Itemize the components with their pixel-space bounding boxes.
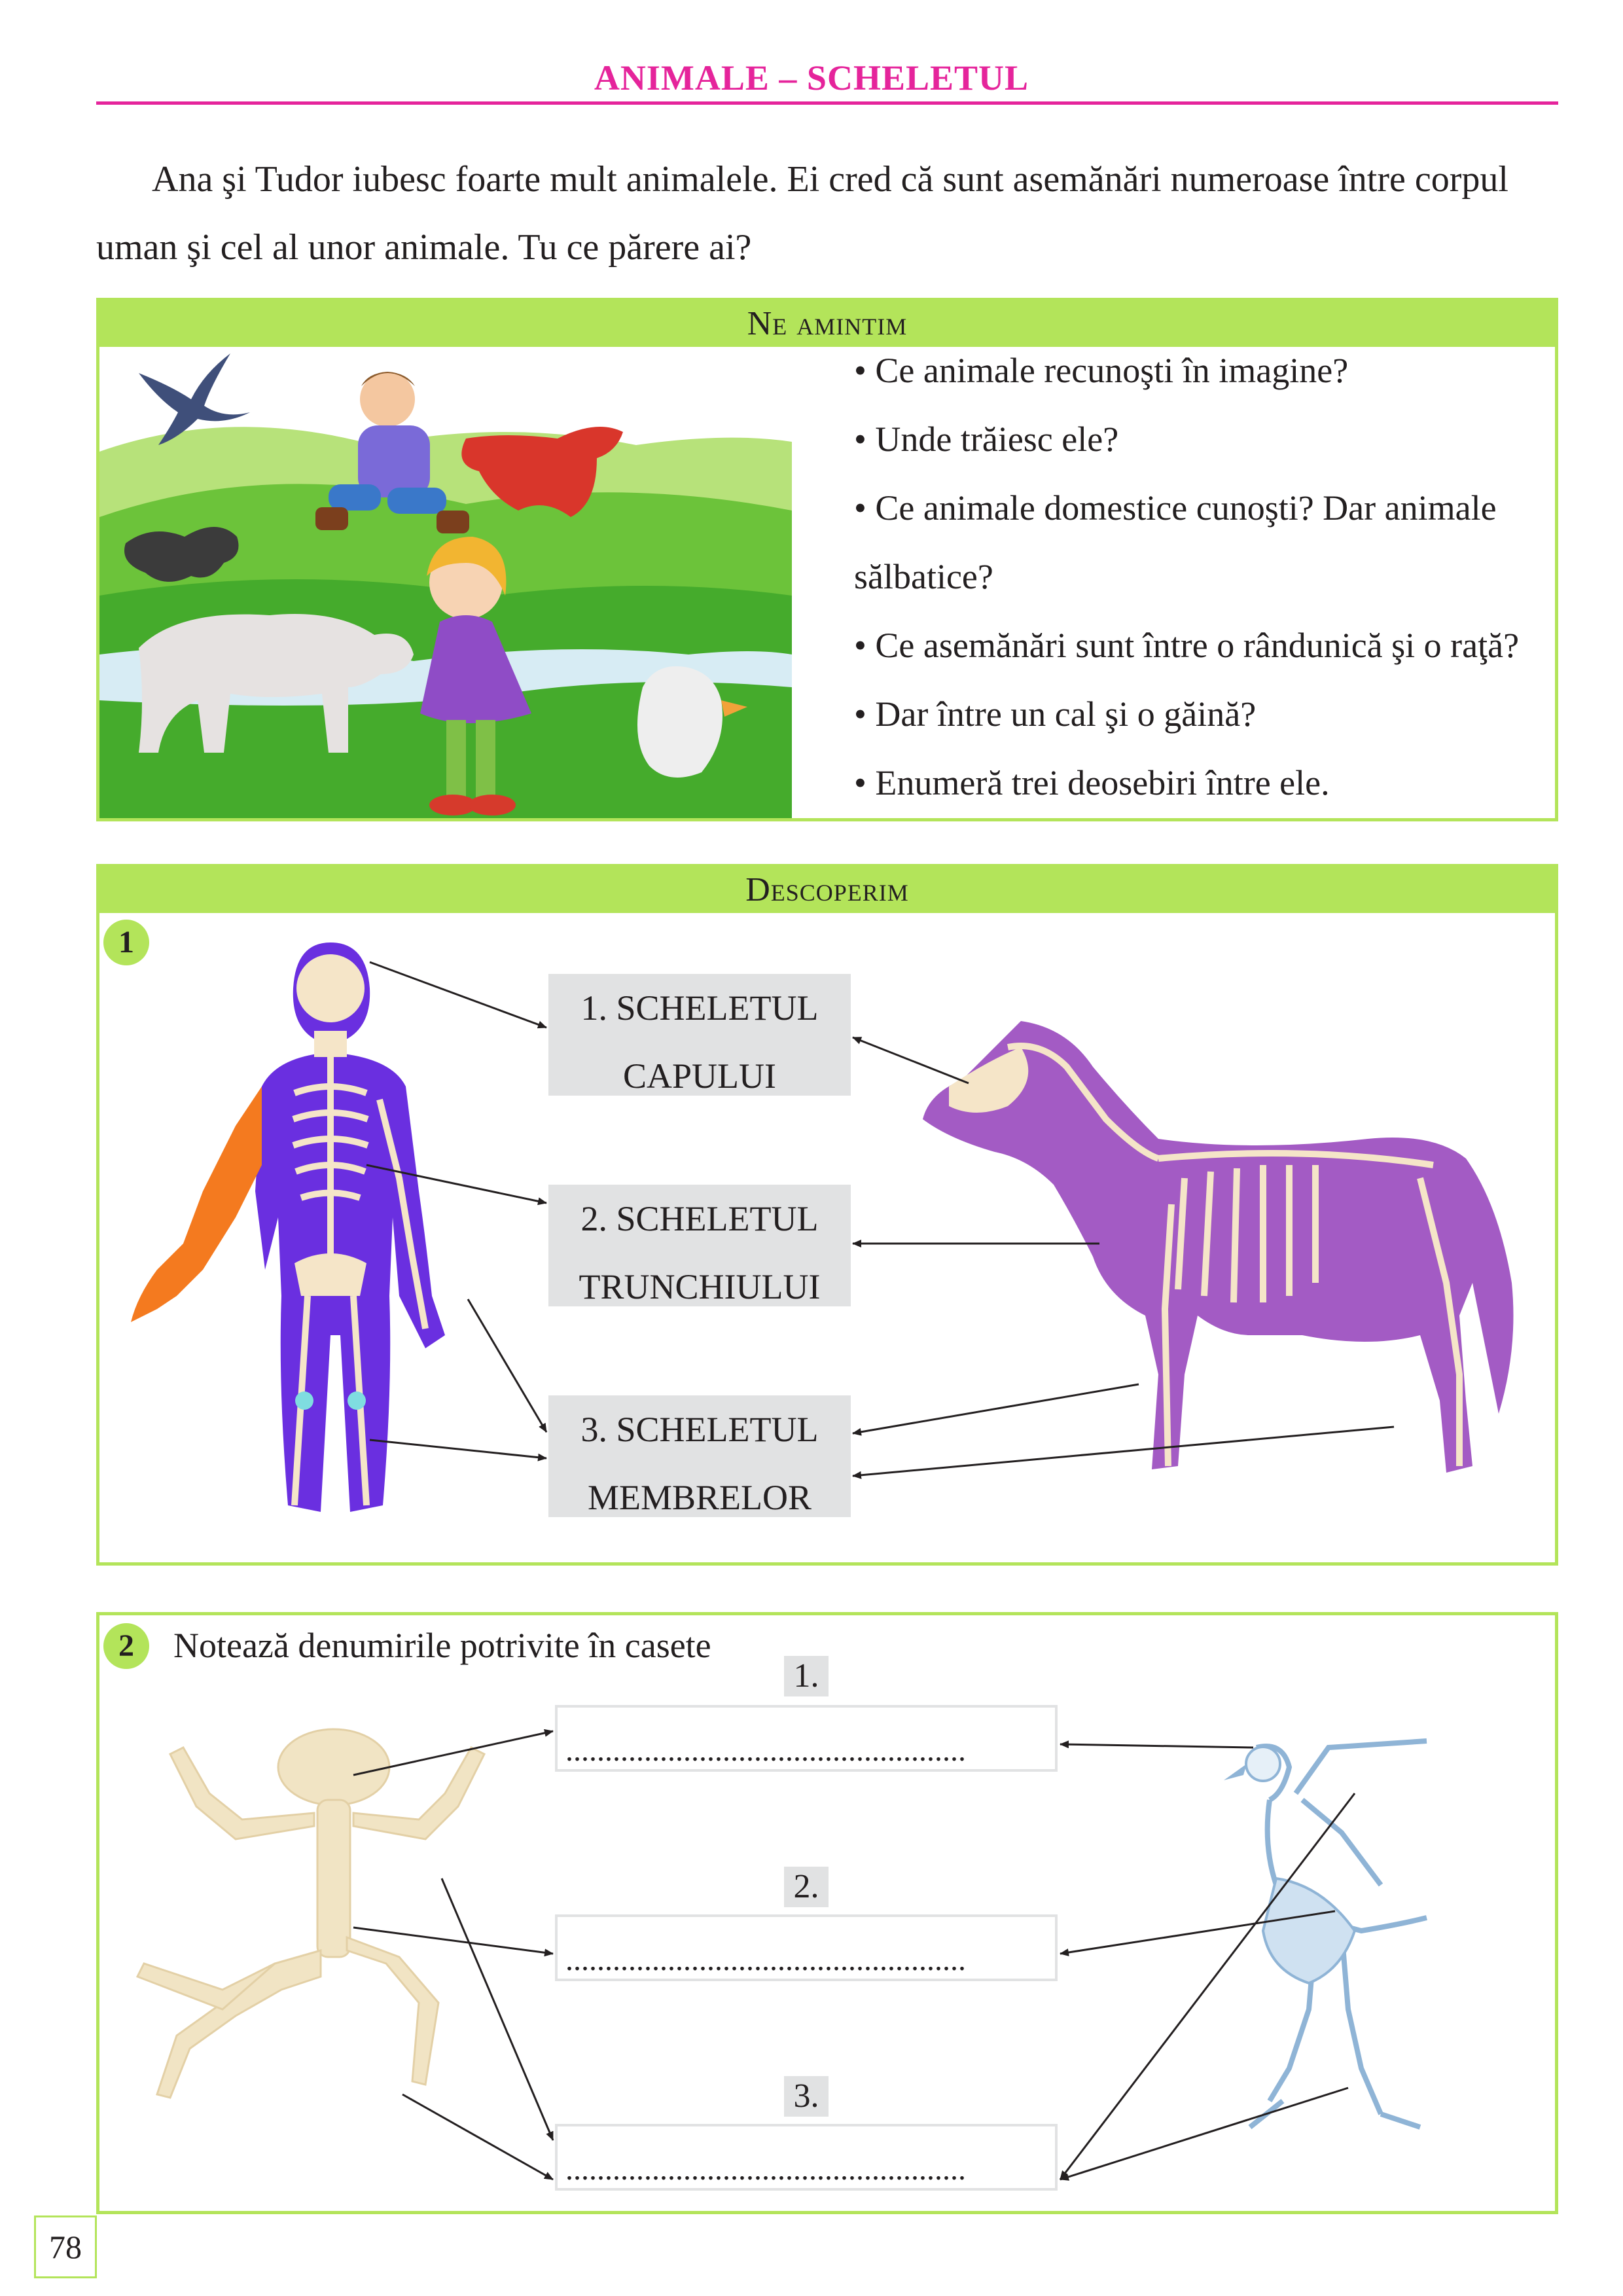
question-5: • Dar între un cal şi o găină? xyxy=(854,694,1257,734)
intro-line-1: Ana şi Tudor iubesc foarte mult animalele. Ei cred că sunt asemănări numeroase între corpul xyxy=(152,159,1508,200)
exercise-1-number: 1 xyxy=(103,920,149,965)
label-1-line2: CAPULUI xyxy=(622,1056,776,1096)
intro-line-2: uman şi cel al unor animale. Tu ce părere ai? xyxy=(96,227,752,268)
bird-skeleton-illustration xyxy=(1211,1734,1459,2140)
label-cap-skeleton xyxy=(548,974,851,1096)
page-title: ANIMALE – SCHELETUL xyxy=(594,58,1029,98)
slot-3-number: 3. xyxy=(784,2076,829,2117)
label-3-line1: 3. SCHELETUL xyxy=(580,1410,819,1449)
label-trunk-skeleton xyxy=(548,1185,851,1306)
answer-box-1[interactable] xyxy=(555,1705,1058,1772)
answer-box-2-dots: ................................................... xyxy=(565,1943,966,1977)
question-6: • Enumeră trei deosebiri între ele. xyxy=(854,763,1330,802)
label-limbs-skeleton xyxy=(548,1395,851,1517)
answer-box-3[interactable] xyxy=(555,2124,1058,2191)
label-3-line2: MEMBRELOR xyxy=(587,1478,812,1517)
label-2-line1: 2. SCHELETUL xyxy=(580,1199,819,1238)
horse-skeleton-illustration xyxy=(910,1008,1538,1505)
label-2-line2: TRUNCHIULUI xyxy=(579,1267,821,1306)
exercise-2-instruction: Notează denumirile potrivite în casete xyxy=(173,1626,711,1665)
scene-illustration xyxy=(99,347,792,818)
page-number: 78 xyxy=(34,2215,97,2278)
label-1-line1: 1. SCHELETUL xyxy=(580,988,819,1028)
descoperim-heading: Descoperim xyxy=(99,867,1555,913)
ne-amintim-heading: Ne amintim xyxy=(99,301,1555,347)
question-1: • Ce animale recunoşti în imagine? xyxy=(854,351,1349,390)
question-3: • Ce animale domestice cunoşti? Dar animale xyxy=(854,488,1497,528)
question-2: • Unde trăiesc ele? xyxy=(854,420,1119,459)
answer-box-1-dots: ................................................... xyxy=(565,1733,966,1768)
slot-2-number: 2. xyxy=(784,1867,829,1907)
slot-1-number: 1. xyxy=(784,1656,829,1696)
frog-skeleton-illustration xyxy=(118,1728,510,2108)
human-skeleton-illustration xyxy=(118,929,510,1545)
title-rule xyxy=(96,101,1558,105)
answer-box-3-dots: ................................................... xyxy=(565,2152,966,2187)
question-3-cont: sălbatice? xyxy=(854,557,993,596)
exercise-2-number: 2 xyxy=(103,1623,149,1669)
question-4: • Ce asemănări sunt între o rândunică şi o raţă? xyxy=(854,626,1520,665)
answer-box-2[interactable] xyxy=(555,1914,1058,1981)
